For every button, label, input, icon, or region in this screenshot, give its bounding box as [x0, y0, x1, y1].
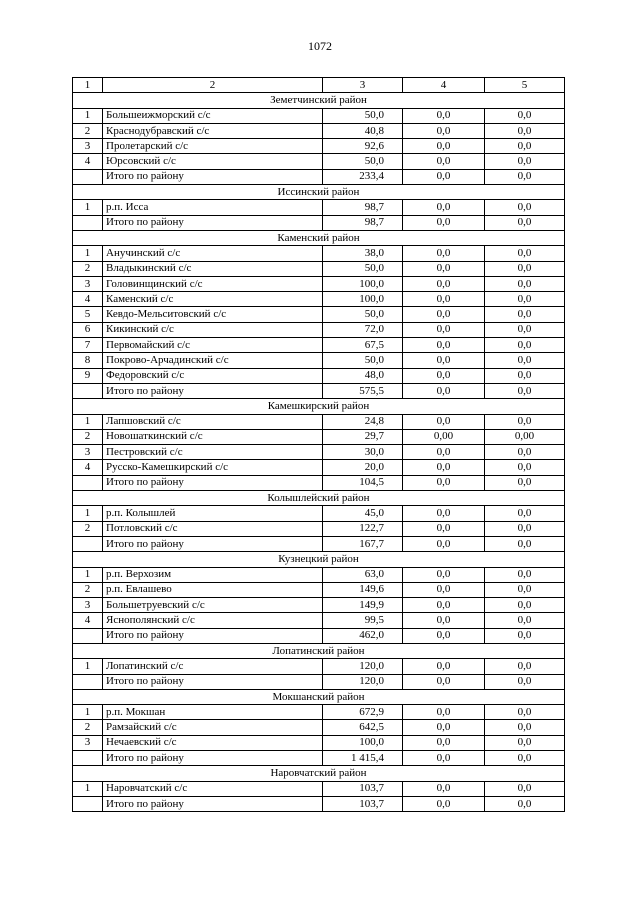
column-header: 4: [403, 78, 485, 93]
value-col-4: 0,0: [403, 307, 485, 322]
row-number: 1: [73, 781, 103, 796]
value-col-3: 100,0: [323, 292, 403, 307]
row-number: 2: [73, 429, 103, 444]
value-col-4: 0,0: [403, 796, 485, 811]
value-col-4: 0,0: [403, 123, 485, 138]
table-row: [73, 154, 565, 169]
value-col-4: 0,0: [403, 383, 485, 398]
value-col-3: 103,7: [323, 781, 403, 796]
row-number: 3: [73, 139, 103, 154]
value-col-4: 0,0: [403, 261, 485, 276]
value-col-4: 0,0: [403, 567, 485, 582]
table-row: [73, 582, 565, 597]
value-col-5: 0,0: [485, 139, 565, 154]
district-total-row: [73, 215, 565, 230]
value-col-4: 0,0: [403, 781, 485, 796]
table-row: [73, 567, 565, 582]
table-row: [73, 460, 565, 475]
district-heading-row: [73, 230, 565, 245]
column-header: 1: [73, 78, 103, 93]
table-row: [73, 445, 565, 460]
district-heading-row: [73, 399, 565, 414]
value-col-3: 462,0: [323, 628, 403, 643]
settlement-name: Кикинский с/с: [103, 322, 323, 337]
value-col-3: 100,0: [323, 735, 403, 750]
value-col-5: 0,0: [485, 414, 565, 429]
row-number: 2: [73, 720, 103, 735]
value-col-5: 0,0: [485, 292, 565, 307]
value-col-3: 120,0: [323, 674, 403, 689]
row-number: [73, 215, 103, 230]
table-row: [73, 720, 565, 735]
value-col-4: 0,0: [403, 445, 485, 460]
district-total-row: [73, 169, 565, 184]
row-number: 1: [73, 567, 103, 582]
row-number: 1: [73, 200, 103, 215]
settlement-name: Краснодубравский с/с: [103, 123, 323, 138]
value-col-3: 1 415,4: [323, 751, 403, 766]
settlement-name: Потловский с/с: [103, 521, 323, 536]
value-col-3: 50,0: [323, 261, 403, 276]
value-col-3: 50,0: [323, 353, 403, 368]
table-row: [73, 123, 565, 138]
value-col-5: 0,0: [485, 322, 565, 337]
table-row: [73, 276, 565, 291]
settlement-name: Итого по району: [103, 751, 323, 766]
settlement-name: Яснополянский с/с: [103, 613, 323, 628]
value-col-5: 0,0: [485, 307, 565, 322]
settlement-name: Итого по району: [103, 383, 323, 398]
table-row: [73, 368, 565, 383]
value-col-5: 0,0: [485, 261, 565, 276]
value-col-5: 0,0: [485, 598, 565, 613]
table-row: [73, 108, 565, 123]
value-col-3: 98,7: [323, 215, 403, 230]
district-total-row: [73, 536, 565, 551]
value-col-4: 0,0: [403, 246, 485, 261]
value-col-3: 103,7: [323, 796, 403, 811]
row-number: 1: [73, 246, 103, 261]
district-total-row: [73, 383, 565, 398]
settlement-name: Покрово-Арчадинский с/с: [103, 353, 323, 368]
district-heading-row: [73, 552, 565, 567]
value-col-4: 0,0: [403, 475, 485, 490]
value-col-4: 0,0: [403, 582, 485, 597]
value-col-5: 0,0: [485, 276, 565, 291]
table-row: [73, 246, 565, 261]
row-number: 6: [73, 322, 103, 337]
column-header: 3: [323, 78, 403, 93]
row-number: 4: [73, 154, 103, 169]
table-body: [73, 78, 565, 812]
settlement-name: р.п. Мокшан: [103, 705, 323, 720]
value-col-5: 0,0: [485, 215, 565, 230]
value-col-5: 0,0: [485, 506, 565, 521]
table-row: [73, 781, 565, 796]
value-col-5: 0,0: [485, 246, 565, 261]
row-number: 3: [73, 445, 103, 460]
settlement-name: Итого по району: [103, 674, 323, 689]
district-title: Мокшанский район: [73, 689, 565, 704]
row-number: 1: [73, 506, 103, 521]
value-col-3: 63,0: [323, 567, 403, 582]
value-col-3: 122,7: [323, 521, 403, 536]
row-number: 2: [73, 261, 103, 276]
value-col-4: 0,0: [403, 506, 485, 521]
value-col-3: 50,0: [323, 307, 403, 322]
value-col-4: 0,0: [403, 613, 485, 628]
table-row: [73, 613, 565, 628]
settlement-name: р.п. Исса: [103, 200, 323, 215]
value-col-4: 0,0: [403, 414, 485, 429]
value-col-4: 0,0: [403, 735, 485, 750]
row-number: [73, 383, 103, 398]
value-col-3: 29,7: [323, 429, 403, 444]
settlement-name: р.п. Евлашево: [103, 582, 323, 597]
value-col-4: 0,0: [403, 598, 485, 613]
value-col-3: 72,0: [323, 322, 403, 337]
district-total-row: [73, 751, 565, 766]
value-col-3: 99,5: [323, 613, 403, 628]
row-number: 4: [73, 613, 103, 628]
district-title: Камешкирский район: [73, 399, 565, 414]
value-col-3: 67,5: [323, 338, 403, 353]
value-col-5: 0,0: [485, 338, 565, 353]
row-number: 1: [73, 108, 103, 123]
value-col-5: 0,0: [485, 582, 565, 597]
settlement-name: р.п. Колышлей: [103, 506, 323, 521]
district-heading-row: [73, 643, 565, 658]
settlement-name: Большетруевский с/с: [103, 598, 323, 613]
settlement-name: Анучинский с/с: [103, 246, 323, 261]
value-col-5: 0,0: [485, 659, 565, 674]
table-row: [73, 200, 565, 215]
settlement-name: Пролетарский с/с: [103, 139, 323, 154]
district-title: Иссинский район: [73, 185, 565, 200]
value-col-5: 0,0: [485, 796, 565, 811]
settlement-name: Нечаевский с/с: [103, 735, 323, 750]
value-col-3: 672,9: [323, 705, 403, 720]
value-col-5: 0,0: [485, 108, 565, 123]
row-number: 4: [73, 460, 103, 475]
value-col-5: 0,0: [485, 628, 565, 643]
district-title: Каменский район: [73, 230, 565, 245]
value-col-5: 0,0: [485, 353, 565, 368]
value-col-4: 0,0: [403, 139, 485, 154]
settlement-name: Пестровский с/с: [103, 445, 323, 460]
value-col-3: 38,0: [323, 246, 403, 261]
district-total-row: [73, 674, 565, 689]
row-number: [73, 796, 103, 811]
value-col-5: 0,0: [485, 460, 565, 475]
settlement-name: Владыкинский с/с: [103, 261, 323, 276]
table-row: [73, 292, 565, 307]
value-col-4: 0,0: [403, 200, 485, 215]
value-col-5: 0,0: [485, 720, 565, 735]
value-col-5: 0,0: [485, 521, 565, 536]
row-number: 8: [73, 353, 103, 368]
value-col-5: 0,0: [485, 735, 565, 750]
table-row: [73, 353, 565, 368]
table-row: [73, 322, 565, 337]
settlement-name: Кевдо-Мельситовский с/с: [103, 307, 323, 322]
column-header: 5: [485, 78, 565, 93]
row-number: [73, 475, 103, 490]
row-number: 1: [73, 705, 103, 720]
district-heading-row: [73, 491, 565, 506]
value-col-5: 0,0: [485, 154, 565, 169]
settlement-name: Итого по району: [103, 628, 323, 643]
row-number: [73, 628, 103, 643]
table-row: [73, 429, 565, 444]
row-number: 1: [73, 659, 103, 674]
settlement-name: Головинщинский с/с: [103, 276, 323, 291]
value-col-4: 0,0: [403, 338, 485, 353]
district-title: Колышлейский район: [73, 491, 565, 506]
district-total-row: [73, 796, 565, 811]
value-col-5: 0,0: [485, 567, 565, 582]
row-number: 2: [73, 521, 103, 536]
value-col-5: 0,0: [485, 536, 565, 551]
value-col-3: 100,0: [323, 276, 403, 291]
value-col-3: 24,8: [323, 414, 403, 429]
row-number: 2: [73, 123, 103, 138]
settlement-name: Лопатинский с/с: [103, 659, 323, 674]
row-number: 9: [73, 368, 103, 383]
value-col-4: 0,0: [403, 353, 485, 368]
value-col-5: 0,0: [485, 751, 565, 766]
settlement-name: Юрсовский с/с: [103, 154, 323, 169]
value-col-3: 167,7: [323, 536, 403, 551]
district-total-row: [73, 475, 565, 490]
value-col-4: 0,0: [403, 108, 485, 123]
district-heading-row: [73, 93, 565, 108]
table-row: [73, 521, 565, 536]
value-col-4: 0,0: [403, 659, 485, 674]
settlement-name: Итого по району: [103, 796, 323, 811]
table-row: [73, 261, 565, 276]
row-number: [73, 674, 103, 689]
value-col-3: 575,5: [323, 383, 403, 398]
settlement-name: Новошаткинский с/с: [103, 429, 323, 444]
value-col-5: 0,0: [485, 781, 565, 796]
table-row: [73, 659, 565, 674]
value-col-4: 0,0: [403, 521, 485, 536]
value-col-3: 40,8: [323, 123, 403, 138]
district-title: Наровчатский район: [73, 766, 565, 781]
value-col-3: 92,6: [323, 139, 403, 154]
value-col-4: 0,0: [403, 536, 485, 551]
value-col-3: 30,0: [323, 445, 403, 460]
table-row: [73, 414, 565, 429]
value-col-3: 642,5: [323, 720, 403, 735]
district-heading-row: [73, 689, 565, 704]
value-col-3: 104,5: [323, 475, 403, 490]
value-col-4: 0,0: [403, 368, 485, 383]
value-col-4: 0,0: [403, 215, 485, 230]
value-col-4: 0,0: [403, 705, 485, 720]
row-number: 3: [73, 276, 103, 291]
value-col-3: 50,0: [323, 108, 403, 123]
row-number: [73, 169, 103, 184]
value-col-4: 0,0: [403, 674, 485, 689]
row-number: 1: [73, 414, 103, 429]
page-number: 1072: [308, 39, 332, 53]
settlement-name: Русско-Камешкирский с/с: [103, 460, 323, 475]
district-title: Земетчинский район: [73, 93, 565, 108]
value-col-5: 0,00: [485, 429, 565, 444]
table-header-row: [73, 78, 565, 93]
value-col-3: 233,4: [323, 169, 403, 184]
row-number: 3: [73, 735, 103, 750]
value-col-5: 0,0: [485, 200, 565, 215]
value-col-3: 149,9: [323, 598, 403, 613]
value-col-4: 0,0: [403, 292, 485, 307]
value-col-4: 0,0: [403, 154, 485, 169]
value-col-3: 50,0: [323, 154, 403, 169]
settlement-name: Большеижморский с/с: [103, 108, 323, 123]
value-col-3: 149,6: [323, 582, 403, 597]
value-col-4: 0,0: [403, 276, 485, 291]
table-row: [73, 307, 565, 322]
value-col-5: 0,0: [485, 613, 565, 628]
settlement-name: Первомайский с/с: [103, 338, 323, 353]
row-number: 3: [73, 598, 103, 613]
value-col-5: 0,0: [485, 383, 565, 398]
table-row: [73, 338, 565, 353]
value-col-4: 0,0: [403, 751, 485, 766]
value-col-4: 0,0: [403, 460, 485, 475]
district-heading-row: [73, 185, 565, 200]
row-number: [73, 751, 103, 766]
settlement-name: Каменский с/с: [103, 292, 323, 307]
table-row: [73, 139, 565, 154]
row-number: 5: [73, 307, 103, 322]
settlement-name: Итого по району: [103, 536, 323, 551]
value-col-4: 0,0: [403, 720, 485, 735]
settlement-name: Итого по району: [103, 215, 323, 230]
table-row: [73, 705, 565, 720]
table-row: [73, 735, 565, 750]
settlement-name: р.п. Верхозим: [103, 567, 323, 582]
value-col-5: 0,0: [485, 123, 565, 138]
value-col-5: 0,0: [485, 169, 565, 184]
row-number: [73, 536, 103, 551]
value-col-4: 0,0: [403, 322, 485, 337]
row-number: 7: [73, 338, 103, 353]
value-col-3: 98,7: [323, 200, 403, 215]
district-title: Кузнецкий район: [73, 552, 565, 567]
settlement-name: Наровчатский с/с: [103, 781, 323, 796]
district-table: [72, 77, 565, 812]
value-col-4: 0,00: [403, 429, 485, 444]
value-col-4: 0,0: [403, 169, 485, 184]
value-col-3: 48,0: [323, 368, 403, 383]
table-row: [73, 506, 565, 521]
column-header: 2: [103, 78, 323, 93]
district-heading-row: [73, 766, 565, 781]
value-col-4: 0,0: [403, 628, 485, 643]
settlement-name: Итого по району: [103, 475, 323, 490]
value-col-5: 0,0: [485, 368, 565, 383]
settlement-name: Рамзайский с/с: [103, 720, 323, 735]
settlement-name: Федоровский с/с: [103, 368, 323, 383]
row-number: 4: [73, 292, 103, 307]
district-title: Лопатинский район: [73, 643, 565, 658]
value-col-3: 20,0: [323, 460, 403, 475]
row-number: 2: [73, 582, 103, 597]
table-row: [73, 598, 565, 613]
settlement-name: Лапшовский с/с: [103, 414, 323, 429]
value-col-3: 120,0: [323, 659, 403, 674]
value-col-5: 0,0: [485, 705, 565, 720]
value-col-3: 45,0: [323, 506, 403, 521]
district-total-row: [73, 628, 565, 643]
value-col-5: 0,0: [485, 674, 565, 689]
value-col-5: 0,0: [485, 475, 565, 490]
settlement-name: Итого по району: [103, 169, 323, 184]
value-col-5: 0,0: [485, 445, 565, 460]
